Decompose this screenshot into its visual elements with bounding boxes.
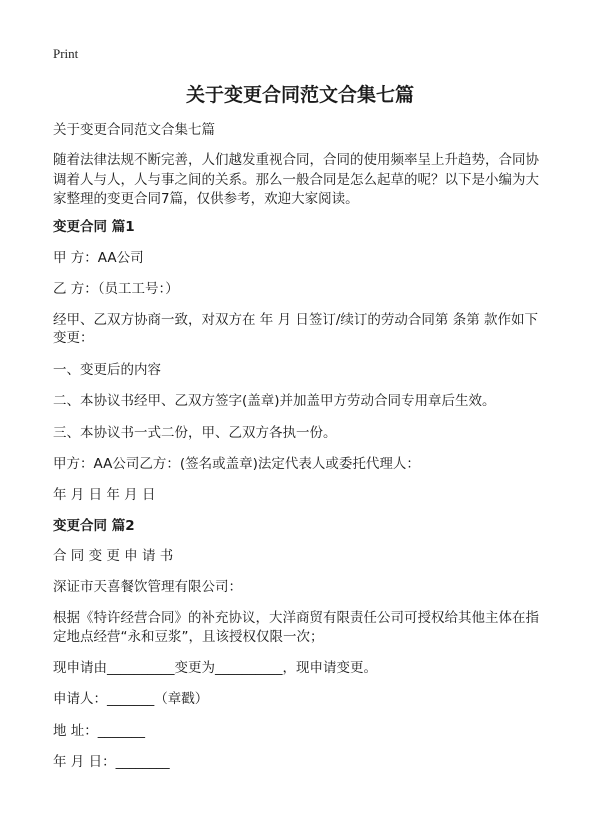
section1-party-a: 甲 方：AA公司 bbox=[53, 250, 144, 266]
section1-party-b: 乙 方：（员工工号：） bbox=[53, 281, 179, 297]
section1-body-line-1: 经甲、乙双方协商一致，对双方在 年 月 日签订/续订的劳动合同第 条第 款作如下 bbox=[53, 312, 539, 328]
section1-date: 年 月 日 年 月 日 bbox=[53, 487, 156, 503]
section2-body-line-2: 定地点经营“永和豆浆”，且该授权仅限一次； bbox=[53, 629, 324, 645]
intro-line-1: 随着法律法规不断完善，人们越发重视合同，合同的使用频率呈上升趋势，合同协 bbox=[53, 152, 539, 168]
section1-body-line-2: 变更： bbox=[53, 330, 94, 346]
document-subtitle: 关于变更合同范文合集七篇 bbox=[53, 122, 215, 138]
section2-date: 年 月 日：________ bbox=[53, 754, 170, 770]
section1-signature: 甲方：AA公司乙方：(签名或盖章)法定代表人或委托代理人： bbox=[53, 456, 420, 472]
section2-body-line-1: 根据《特许经营合同》的补充协议，大洋商贸有限责任公司可授权给其他主体在指 bbox=[53, 610, 539, 626]
intro-line-3: 家整理的变更合同7篇，仅供参考，欢迎大家阅读。 bbox=[53, 191, 359, 207]
section1-item-3: 三、本协议书一式二份，甲、乙双方各执一份。 bbox=[53, 425, 337, 441]
section2-applicant: 申请人：_______（章戳） bbox=[53, 691, 209, 707]
section1-item-1: 一、变更后的内容 bbox=[53, 362, 161, 378]
section2-heading: 变更合同 篇2 bbox=[53, 518, 135, 534]
section1-item-2: 二、本协议书经甲、乙双方签字(盖章)并加盖甲方劳动合同专用章后生效。 bbox=[53, 393, 496, 409]
section2-form-title: 合 同 变 更 申 请 书 bbox=[53, 548, 174, 564]
intro-line-2: 调着人与人，人与事之间的关系。那么一般合同是怎么起草的呢？以下是小编为大 bbox=[53, 172, 539, 188]
document-title: 关于变更合同范文合集七篇 bbox=[185, 84, 414, 106]
section2-addressee: 深证市天喜餐饮管理有限公司： bbox=[53, 579, 242, 595]
print-link[interactable]: Print bbox=[53, 46, 79, 61]
section2-request: 现申请由__________变更为__________，现申请变更。 bbox=[53, 660, 377, 676]
section2-address: 地 址：_______ bbox=[53, 723, 146, 739]
section1-heading: 变更合同 篇1 bbox=[53, 219, 135, 235]
